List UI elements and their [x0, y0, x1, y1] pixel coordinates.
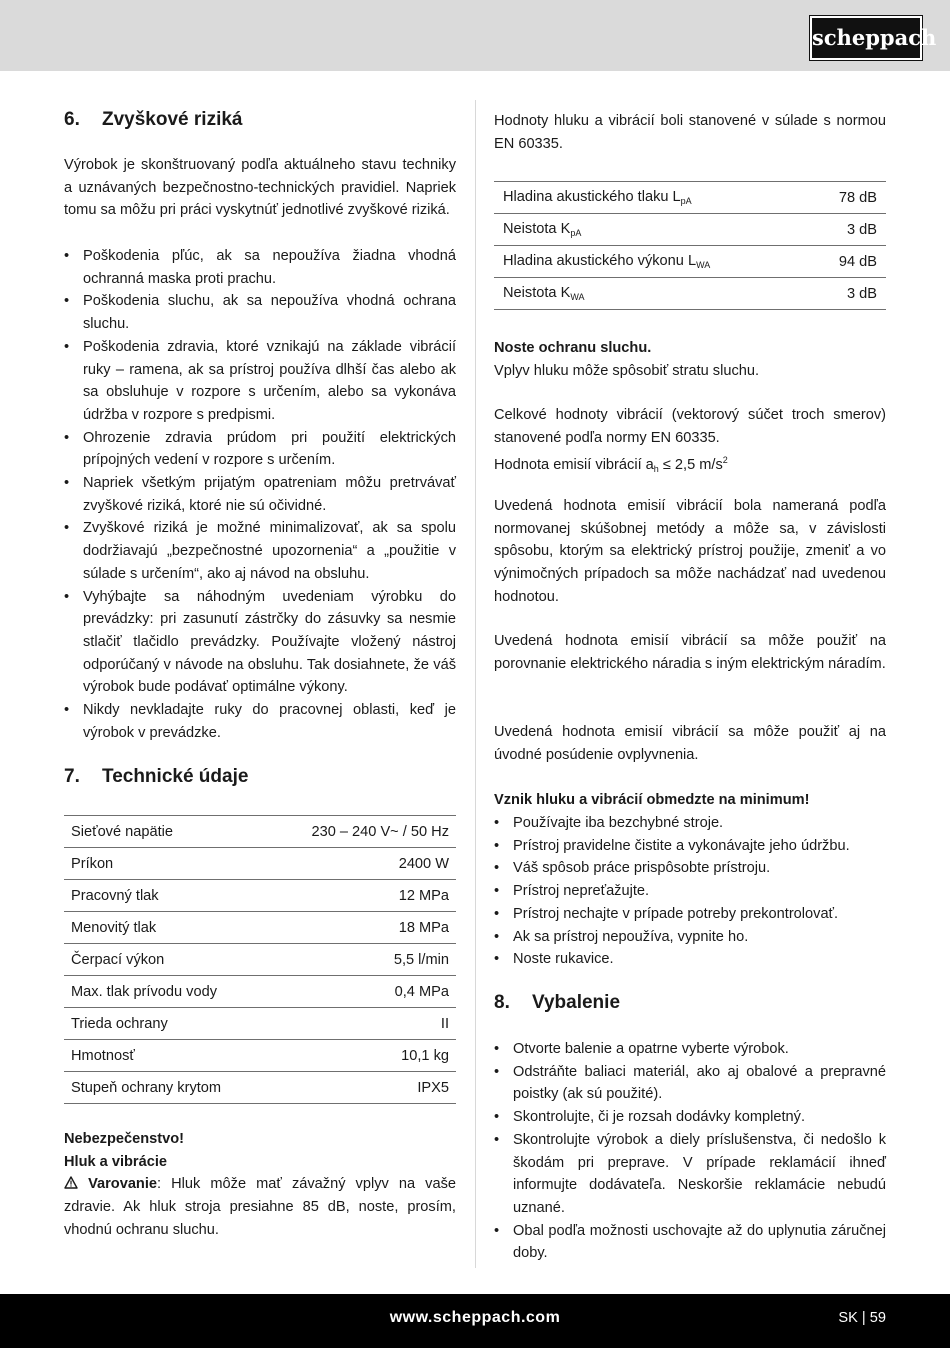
- table-row: [64, 1072, 456, 1104]
- table-row: [64, 1040, 456, 1072]
- list-item: • Ohrozenie zdravia prúdom pri použití elektrických prípojných vedení v rozpore s určením.: [64, 427, 456, 472]
- list-item: • Vyhýbajte sa náhodným uvedeniam výrobku do prevádzky: pri zasunutí zástrčky do zásuvky sa nesmie stlačiť tlačidlo prevádzky. Používajte vložený nástroj odporúčaný v návode na obsluhu. Tak dosiahnete, že váš výrobok bude podávať optimálne výkony.: [64, 586, 456, 700]
- list-item: • Odstráňte baliaci materiál, ako aj obalové a prepravné poistky (ak sú použité).: [494, 1061, 886, 1106]
- section-6-title: Zvyškové riziká: [102, 109, 243, 130]
- list-item: • Nikdy nevkladajte ruky do pracovnej oblasti, keď je výrobok v prevádzke.: [64, 699, 456, 744]
- noise-label: Neistota K: [503, 221, 571, 237]
- table-cell-value: 78 dB: [808, 182, 886, 214]
- footer-url[interactable]: www.scheppach.com: [389, 1309, 561, 1326]
- section-6-number: 6.: [64, 109, 80, 130]
- table-row: [64, 880, 456, 912]
- column-divider: [475, 100, 476, 1268]
- language-code: SK: [838, 1310, 858, 1326]
- noise-label: Neistota K: [503, 285, 571, 301]
- section-6-intro: Výrobok je skonštruovaný podľa aktuálneho stavu techniky a uznávaných bezpečnostno-technických pravidiel. Napriek tomu sa môžu pri práci vyskytnúť jednotlivé zvyškové riziká.: [64, 157, 456, 219]
- table-cell-label: Čerpací výkon: [64, 944, 268, 976]
- emission-value: ≤ 2,5 m/s: [658, 457, 723, 474]
- vibration-paragraph-1: Uvedená hodnota emisií vibrácií bola nameraná podľa normovanej skúšobnej metódy a môže sa, v závislosti spôsobu, ktorým sa elektrický prístroj použije, zmeniť a vo výnimočných prípadoch sa môže nachádzať nad uvedenou hodnotou.: [494, 498, 886, 605]
- minimize-heading: Vznik hluku a vibrácií obmedzte na minimum!: [494, 792, 810, 808]
- section-6-bullets: [64, 245, 456, 744]
- table-cell-value: 3 dB: [808, 214, 886, 246]
- table-cell-label: Menovitý tlak: [64, 912, 268, 944]
- table-cell-value: 2400 W: [268, 848, 456, 880]
- section-7-heading: [64, 765, 248, 789]
- table-cell-label: Trieda ochrany: [64, 1008, 268, 1040]
- table-cell-value: 230 – 240 V~ / 50 Hz: [268, 816, 456, 848]
- table-row: [494, 214, 886, 246]
- list-item: • Napriek všetkým prijatým opatreniam môžu pretrvávať zvyškové riziká, ktoré nie sú očividné.: [64, 472, 456, 517]
- list-item: • Otvorte balenie a opatrne vyberte výrobok.: [494, 1038, 886, 1061]
- noise-label: Hladina akustického tlaku L: [503, 189, 681, 205]
- header-bar: [0, 0, 950, 71]
- table-row: [64, 1008, 456, 1040]
- table-cell-value: 10,1 kg: [268, 1040, 456, 1072]
- table-cell-label: [494, 182, 808, 214]
- table-cell-label: Hmotnosť: [64, 1040, 268, 1072]
- table-row: [494, 182, 886, 214]
- table-cell-value: II: [268, 1008, 456, 1040]
- hearing-heading: Noste ochranu sluchu.: [494, 340, 652, 356]
- vibration-total-block: [494, 404, 886, 481]
- list-item: • Poškodenia sluchu, ak sa nepoužíva vhodná ochrana sluchu.: [64, 290, 456, 335]
- page-separator: |: [861, 1310, 866, 1326]
- table-cell-label: Stupeň ochrany krytom: [64, 1072, 268, 1104]
- noise-label: Hladina akustického výkonu L: [503, 253, 697, 269]
- table-cell-label: Sieťové napätie: [64, 816, 268, 848]
- list-item: • Prístroj nepreťažujte.: [494, 880, 886, 903]
- list-item: • Prístroj pravidelne čistite a vykonávajte jeho údržbu.: [494, 835, 886, 858]
- list-item: • Ak sa prístroj nepoužíva, vypnite ho.: [494, 926, 886, 949]
- table-cell-label: Príkon: [64, 848, 268, 880]
- table-row: [64, 848, 456, 880]
- noise-subscript: pA: [570, 228, 582, 238]
- vibration-paragraph-2: Uvedená hodnota emisií vibrácií sa môže použiť na porovnanie elektrického náradia s iným elektrickým náradím.: [494, 633, 886, 672]
- emission-superscript: 2: [722, 455, 728, 466]
- table-cell-label: [494, 278, 808, 310]
- table-row: [494, 278, 886, 310]
- table-cell-value: 12 MPa: [268, 880, 456, 912]
- warning-triangle-icon: [64, 1176, 78, 1189]
- warning-label: Varovanie: [88, 1176, 158, 1193]
- vibration-paragraph-3: Uvedená hodnota emisií vibrácií sa môže použiť aj na úvodné posúdenie ovplyvnenia.: [494, 724, 886, 763]
- table-cell-value: 3 dB: [808, 278, 886, 310]
- table-cell-value: IPX5: [268, 1072, 456, 1104]
- danger-heading: Nebezpečenstvo!: [64, 1131, 185, 1147]
- section-7-number: 7.: [64, 766, 80, 787]
- list-item: • Noste rukavice.: [494, 948, 886, 971]
- vibration-total-text: Celkové hodnoty vibrácií (vektorový súčet troch smerov) stanovené podľa normy EN 60335.: [494, 407, 886, 446]
- hearing-text: Vplyv hluku môže spôsobiť stratu sluchu.: [494, 362, 760, 379]
- section-8-number: 8.: [494, 992, 510, 1013]
- page-number: 59: [869, 1310, 886, 1326]
- table-cell-label: [494, 214, 808, 246]
- footer-bar: [0, 1294, 950, 1348]
- table-cell-label: Pracovný tlak: [64, 880, 268, 912]
- section-7-title: Technické údaje: [102, 766, 249, 787]
- noise-vibration-heading: Hluk a vibrácie: [64, 1153, 168, 1170]
- list-item: • Zvyškové riziká je možné minimalizovať, ak sa spolu dodržiavajú „bezpečnostné upozornenia“ a „použitie v súlade s určením“, ako aj návod na obsluhu.: [64, 517, 456, 585]
- list-item: • Poškodenia zdravia, ktoré vznikajú na základe vibrácií ruky – ramena, ak sa prístroj používa dlhší čas alebo ak sa obsluhuje v rozpore s určením, alebo sa vykonáva údržba v rozpore s predpismi.: [64, 336, 456, 427]
- list-item: • Poškodenia pľúc, ak sa nepoužíva žiadna vhodná ochranná maska proti prachu.: [64, 245, 456, 290]
- danger-block: [64, 1128, 456, 1242]
- emission-label: Hodnota emisií vibrácií a: [494, 457, 654, 474]
- list-item: • Prístroj nechajte v prípade potreby prekontrolovať.: [494, 903, 886, 926]
- noise-subscript: pA: [680, 196, 692, 206]
- vibration-emission-line: [494, 449, 886, 481]
- warning-paragraph: [64, 1173, 456, 1241]
- table-row: [494, 246, 886, 278]
- table-cell-label: [494, 246, 808, 278]
- table-row: [64, 976, 456, 1008]
- list-item: • Obal podľa možnosti uschovajte až do uplynutia záručnej doby.: [494, 1220, 886, 1265]
- list-item: • Skontrolujte výrobok a diely príslušenstva, či nedošlo k škodám pri preprave. V prípade reklamácií ihneď informujte dodávateľa. Neskoršie reklamácie nebudú uznané.: [494, 1129, 886, 1220]
- noise-subscript: WA: [570, 292, 585, 302]
- list-item: • Skontrolujte, či je rozsah dodávky kompletný.: [494, 1106, 886, 1129]
- table-cell-value: 5,5 l/min: [268, 944, 456, 976]
- hearing-block: [494, 337, 886, 382]
- scheppach-logo: scheppach: [810, 16, 922, 60]
- table-cell-value: 18 MPa: [268, 912, 456, 944]
- section-6-heading: [64, 108, 242, 132]
- table-row: [64, 944, 456, 976]
- table-row: [64, 816, 456, 848]
- noise-subscript: WA: [696, 260, 711, 270]
- table-cell-value: 0,4 MPa: [268, 976, 456, 1008]
- emission-subscript: h: [653, 464, 659, 475]
- noise-intro: Hodnoty hluku a vibrácií boli stanovené v súlade s normou EN 60335.: [494, 113, 886, 152]
- section-8-heading: [494, 991, 620, 1015]
- page-indicator: [838, 1310, 886, 1326]
- list-item: • Používajte iba bezchybné stroje.: [494, 812, 886, 835]
- section-8-bullets: [494, 1038, 886, 1265]
- minimize-bullets: [494, 812, 886, 971]
- noise-table: [494, 181, 886, 310]
- tech-data-table: [64, 815, 456, 1104]
- table-cell-label: Max. tlak prívodu vody: [64, 976, 268, 1008]
- table-cell-value: 94 dB: [808, 246, 886, 278]
- warning-text: : Hluk môže mať závažný vplyv na vaše zdravie. Ak hluk stroja presiahne 85 dB, noste, prosím, vhodnú ochranu sluchu.: [64, 1176, 456, 1238]
- section-8-title: Vybalenie: [532, 992, 621, 1013]
- table-row: [64, 912, 456, 944]
- list-item: • Váš spôsob práce prispôsobte prístroju.: [494, 857, 886, 880]
